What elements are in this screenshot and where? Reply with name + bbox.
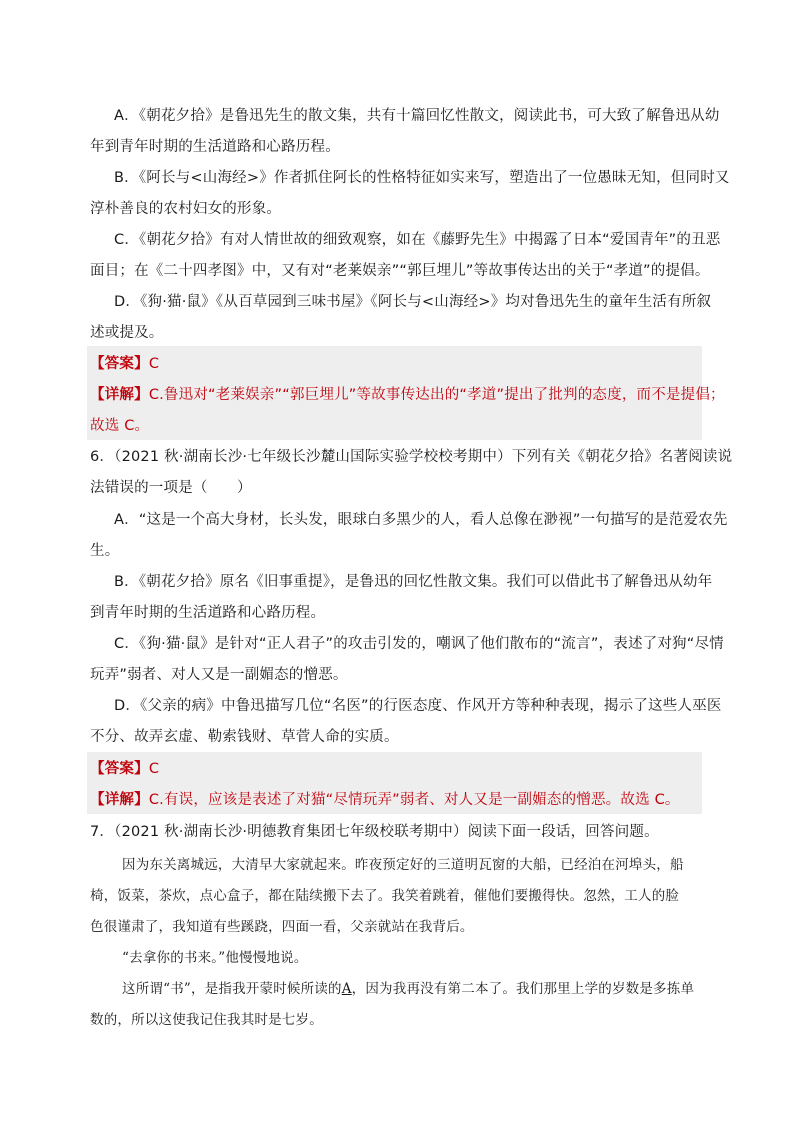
q6-option-d-line2: 不分、故弄玄虚、勒索钱财、草菅人命的实质。	[90, 729, 399, 745]
q5-detail-line1	[90, 383, 725, 404]
q5-option-c-line2: 面目；在《二十四孝图》中，又有对“老莱娱亲”“郭巨埋儿”等故事传达出的关于“孝道”的提倡。	[90, 263, 710, 279]
blank-marker-a: A	[341, 981, 352, 997]
q5-option-b-line2: 淳朴善良的农村妇女的形象。	[90, 201, 282, 217]
q6-option-a-line2: 生。	[90, 543, 120, 559]
q5-option-d-line1: D．《狗·猫·鼠》《从百草园到三味书屋》《阿长与<山海经>》均对鲁迅先生的童年生活有所叙	[114, 294, 712, 310]
q7-passage-line1: 因为东关离城远，大清早大家就起来。昨夜预定好的三道明瓦窗的大船，已经泊在河埠头，船	[122, 857, 684, 873]
q6-answer	[90, 757, 159, 778]
q7-passage-line3: 色很谨肃了，我知道有些蹊跷，四面一看，父亲就站在我背后。	[90, 919, 474, 935]
detail-text: C.鲁迅对“老莱娱亲”“郭巨埋儿”等故事传达出的“孝道”提出了批判的态度，而不是提倡；	[148, 387, 725, 403]
q6-option-b-line1: B．《朝花夕拾》原名《旧事重提》，是鲁迅的回忆性散文集。我们可以借此书了解鲁迅从幼年	[114, 574, 713, 590]
q6-option-d-line1: D．《父亲的病》中鲁迅描写几位“名医”的行医态度、作风开方等种种表现，揭示了这些人巫医	[114, 698, 722, 714]
detail-text: C.有误，应该是表述了对猫“尽情玩弄”弱者、对人又是一副媚态的憎恶。故选 C。	[148, 792, 680, 808]
q5-option-a-line1: A．《朝花夕拾》是鲁迅先生的散文集，共有十篇回忆性散文，阅读此书，可大致了解鲁迅从幼	[114, 108, 720, 124]
q6-option-b-line2: 到青年时期的生活道路和心路历程。	[90, 605, 326, 621]
detail-tag: 【详解】	[90, 792, 149, 808]
q7-passage-line6: 数的，所以这使我记住我其时是七岁。	[90, 1012, 323, 1028]
q5-option-a-line2: 年到青年时期的生活道路和心路历程。	[90, 139, 340, 155]
q6-option-c-line1: C．《狗·猫·鼠》是针对“正人君子”的攻击引发的，嘲讽了他们散布的“流言”，表述了对狗“尽情	[114, 636, 724, 652]
q5-option-c-line1: C．《朝花夕拾》有对人情世故的细致观察，如在《藤野先生》中揭露了日本“爱国青年”的丑恶	[114, 232, 721, 248]
detail-tag: 【详解】	[90, 387, 149, 403]
q7-passage-line2: 椅，饭菜，茶炊，点心盒子，都在陆续搬下去了。我笑着跳着，催他们要搬得快。忽然，工人的脸	[90, 888, 680, 904]
q6-detail	[90, 788, 680, 809]
q6-option-a-line1: A．“这是一个高大身材，长头发，眼球白多黑少的人，看人总像在渺视”一句描写的是范爱农先	[114, 512, 728, 528]
passage-text: 这所谓“书”，是指我开蒙时候所读的	[122, 981, 342, 997]
answer-tag: 【答案】	[90, 356, 149, 372]
answer-tag: 【答案】	[90, 761, 149, 777]
q7-passage-line5	[122, 977, 694, 997]
q7-stem: 7．（2021 秋·湖南长沙·明德教育集团七年级校联考期中）阅读下面一段话，回答问题。	[90, 824, 659, 840]
answer-value: C	[148, 761, 160, 777]
q5-detail-line2: 故选 C。	[90, 418, 150, 434]
q5-answer	[90, 352, 159, 373]
q5-option-d-line2: 述或提及。	[90, 325, 164, 341]
answer-value: C	[148, 356, 160, 372]
q6-stem-line1: 6．（2021 秋·湖南长沙·七年级长沙麓山国际实验学校校考期中）下列有关《朝花夕拾》名著阅读说	[90, 449, 733, 465]
q6-stem-line2: 法错误的一项是（ ）	[90, 480, 252, 496]
q6-option-c-line2: 玩弄”弱者、对人又是一副媚态的憎恶。	[90, 667, 348, 683]
q7-passage-line4: “去拿你的书来。”他慢慢地说。	[122, 950, 308, 966]
q5-option-b-line1: B．《阿长与<山海经>》作者抓住阿长的性格特征如实来写，塑造出了一位愚昧无知，但同时又	[114, 170, 730, 186]
passage-text: ，因为我再没有第二本了。我们那里上学的岁数是多拣单	[351, 981, 695, 997]
